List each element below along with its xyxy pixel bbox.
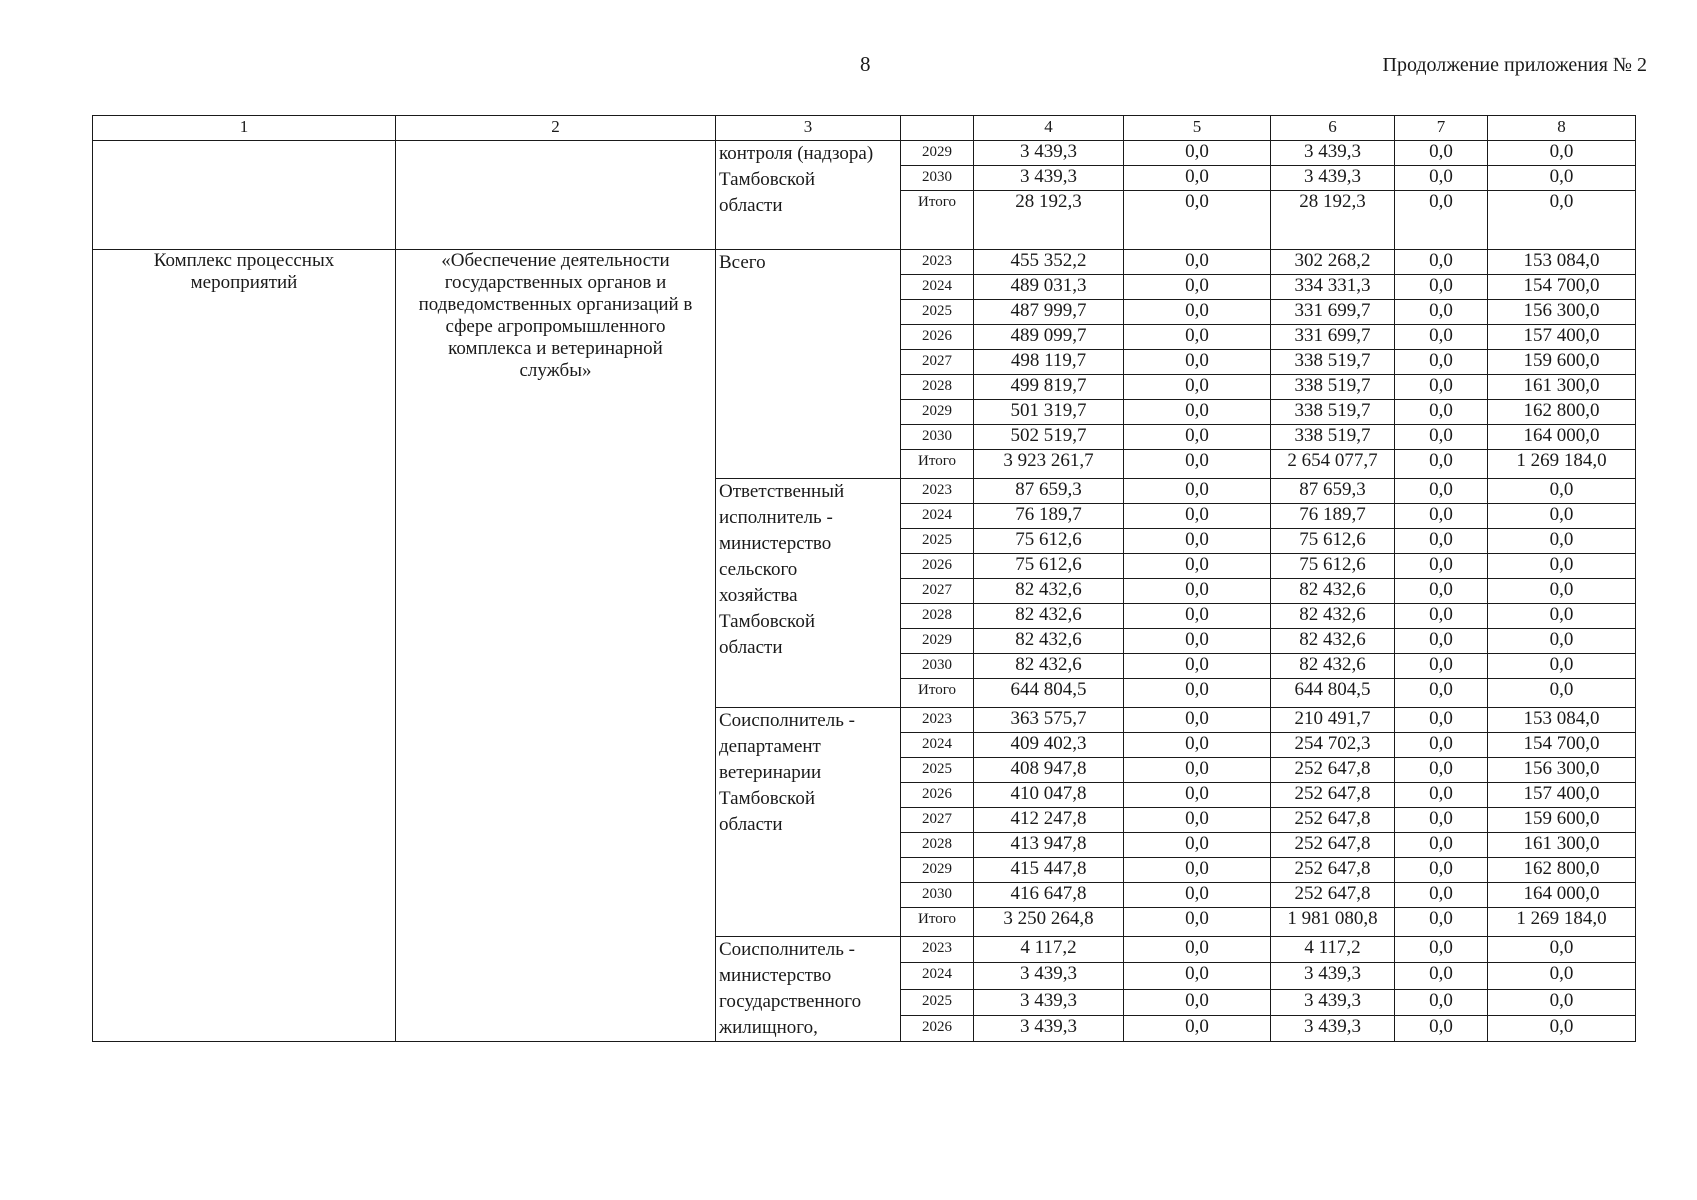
amount-cell: 0,0: [1395, 783, 1488, 808]
amount-cell: 0,0: [1488, 141, 1636, 166]
amount-cell: 2 654 077,7: [1271, 450, 1395, 479]
measure-name-cell-line: сфере агропромышленного: [445, 316, 666, 337]
amount-cell: 82 432,6: [1271, 654, 1395, 679]
amount-cell: 0,0: [1124, 989, 1271, 1015]
period-cell: 2025: [901, 758, 974, 783]
amount-cell: 0,0: [1124, 450, 1271, 479]
amount-cell: 254 702,3: [1271, 733, 1395, 758]
amount-cell: 0,0: [1124, 400, 1271, 425]
period-cell: Итого: [901, 679, 974, 708]
amount-cell: 409 402,3: [974, 733, 1124, 758]
amount-cell: 0,0: [1395, 275, 1488, 300]
column-number-header: [901, 116, 974, 141]
amount-cell: 0,0: [1488, 191, 1636, 250]
amount-cell: 252 647,8: [1271, 858, 1395, 883]
executor-cell-line: министерство: [719, 533, 832, 554]
amount-cell: 0,0: [1124, 908, 1271, 937]
amount-cell: 82 432,6: [974, 654, 1124, 679]
amount-cell: 75 612,6: [1271, 529, 1395, 554]
amount-cell: 76 189,7: [1271, 504, 1395, 529]
amount-cell: 455 352,2: [974, 250, 1124, 275]
amount-cell: 0,0: [1124, 275, 1271, 300]
amount-cell: 3 439,3: [974, 963, 1124, 989]
executor-cell-line: исполнитель -: [719, 507, 833, 528]
amount-cell: 0,0: [1124, 350, 1271, 375]
amount-cell: 0,0: [1488, 629, 1636, 654]
amount-cell: 1 269 184,0: [1488, 908, 1636, 937]
amount-cell: 0,0: [1488, 963, 1636, 989]
amount-cell: 0,0: [1395, 604, 1488, 629]
amount-cell: 0,0: [1395, 1015, 1488, 1041]
amount-cell: 0,0: [1488, 166, 1636, 191]
executor-cell-line: Соисполнитель -: [719, 710, 855, 731]
amount-cell: 0,0: [1124, 250, 1271, 275]
period-cell: 2025: [901, 989, 974, 1015]
amount-cell: 0,0: [1395, 425, 1488, 450]
amount-cell: 87 659,3: [974, 479, 1124, 504]
appendix-continuation-label: Продолжение приложения № 2: [1382, 54, 1647, 76]
period-cell: 2027: [901, 808, 974, 833]
amount-cell: 0,0: [1124, 654, 1271, 679]
amount-cell: 210 491,7: [1271, 708, 1395, 733]
amount-cell: 0,0: [1395, 504, 1488, 529]
amount-cell: 0,0: [1395, 629, 1488, 654]
amount-cell: 0,0: [1488, 989, 1636, 1015]
measure-type-cell-line: мероприятий: [190, 272, 298, 293]
amount-cell: 3 439,3: [1271, 989, 1395, 1015]
amount-cell: 0,0: [1395, 579, 1488, 604]
amount-cell: 644 804,5: [974, 679, 1124, 708]
executor-cell: [716, 479, 901, 708]
executor-cell-line: государственного: [719, 991, 862, 1012]
amount-cell: 0,0: [1395, 141, 1488, 166]
executor-cell-line: Тамбовской: [719, 611, 815, 632]
amount-cell: 252 647,8: [1271, 758, 1395, 783]
measure-name-cell-line: «Обеспечение деятельности: [441, 250, 670, 271]
amount-cell: 0,0: [1488, 604, 1636, 629]
period-cell: 2027: [901, 579, 974, 604]
amount-cell: 82 432,6: [1271, 604, 1395, 629]
amount-cell: 3 439,3: [1271, 1015, 1395, 1041]
executor-cell-line: Ответственный: [719, 481, 845, 502]
amount-cell: 415 447,8: [974, 858, 1124, 883]
period-cell: 2024: [901, 963, 974, 989]
amount-cell: 0,0: [1395, 250, 1488, 275]
amount-cell: 0,0: [1124, 604, 1271, 629]
amount-cell: 1 981 080,8: [1271, 908, 1395, 937]
budget-table-body: [93, 116, 1636, 1042]
amount-cell: 0,0: [1488, 654, 1636, 679]
empty-cell: [396, 141, 716, 250]
amount-cell: 0,0: [1395, 400, 1488, 425]
amount-cell: 75 612,6: [974, 554, 1124, 579]
amount-cell: 338 519,7: [1271, 375, 1395, 400]
amount-cell: 75 612,6: [1271, 554, 1395, 579]
period-cell: 2030: [901, 654, 974, 679]
executor-cell: [716, 250, 901, 479]
executor-cell-line: области: [719, 195, 783, 216]
amount-cell: 0,0: [1124, 579, 1271, 604]
table-row: [93, 141, 1636, 166]
amount-cell: 0,0: [1124, 375, 1271, 400]
amount-cell: 0,0: [1124, 191, 1271, 250]
amount-cell: 3 439,3: [974, 989, 1124, 1015]
column-number-header: 6: [1271, 116, 1395, 141]
amount-cell: 153 084,0: [1488, 250, 1636, 275]
amount-cell: 338 519,7: [1271, 425, 1395, 450]
executor-cell-line: министерство: [719, 965, 832, 986]
amount-cell: 82 432,6: [1271, 579, 1395, 604]
empty-cell: [93, 141, 396, 250]
amount-cell: 0,0: [1395, 300, 1488, 325]
amount-cell: 0,0: [1395, 166, 1488, 191]
amount-cell: 3 923 261,7: [974, 450, 1124, 479]
period-cell: Итого: [901, 191, 974, 250]
amount-cell: 410 047,8: [974, 783, 1124, 808]
amount-cell: 0,0: [1488, 504, 1636, 529]
amount-cell: 408 947,8: [974, 758, 1124, 783]
amount-cell: 331 699,7: [1271, 300, 1395, 325]
amount-cell: 0,0: [1395, 529, 1488, 554]
executor-cell-line: области: [719, 637, 783, 658]
measure-type-cell-line: Комплекс процессных: [153, 250, 335, 271]
amount-cell: 161 300,0: [1488, 375, 1636, 400]
executor-cell-line: Тамбовской: [719, 169, 815, 190]
page-number: 8: [860, 52, 871, 76]
amount-cell: 0,0: [1395, 654, 1488, 679]
executor-cell: [716, 141, 901, 250]
amount-cell: 252 647,8: [1271, 783, 1395, 808]
amount-cell: 0,0: [1124, 529, 1271, 554]
measure-name-cell-line: государственных органов и: [444, 272, 667, 293]
amount-cell: 0,0: [1124, 783, 1271, 808]
amount-cell: 0,0: [1395, 858, 1488, 883]
amount-cell: 252 647,8: [1271, 833, 1395, 858]
executor-cell-line: хозяйства: [719, 585, 798, 606]
amount-cell: 0,0: [1395, 733, 1488, 758]
amount-cell: 0,0: [1395, 479, 1488, 504]
amount-cell: 0,0: [1124, 833, 1271, 858]
amount-cell: 0,0: [1124, 425, 1271, 450]
amount-cell: 489 099,7: [974, 325, 1124, 350]
executor-cell: [716, 708, 901, 937]
measure-name-cell-line: комплекса и ветеринарной: [448, 338, 663, 359]
period-cell: 2027: [901, 350, 974, 375]
amount-cell: 0,0: [1124, 629, 1271, 654]
amount-cell: 0,0: [1395, 908, 1488, 937]
executor-cell-line: жилищного,: [719, 1017, 818, 1038]
executor-cell-line: департамент: [719, 736, 821, 757]
measure-name-cell: [396, 250, 716, 1042]
amount-cell: 3 439,3: [974, 141, 1124, 166]
amount-cell: 0,0: [1124, 504, 1271, 529]
amount-cell: 0,0: [1124, 1015, 1271, 1041]
amount-cell: 164 000,0: [1488, 883, 1636, 908]
amount-cell: 3 439,3: [1271, 963, 1395, 989]
amount-cell: 302 268,2: [1271, 250, 1395, 275]
executor-cell-line: области: [719, 814, 783, 835]
amount-cell: 162 800,0: [1488, 858, 1636, 883]
column-number-header: 1: [93, 116, 396, 141]
period-cell: Итого: [901, 908, 974, 937]
period-cell: 2029: [901, 858, 974, 883]
amount-cell: 28 192,3: [1271, 191, 1395, 250]
amount-cell: 0,0: [1124, 166, 1271, 191]
period-cell: 2030: [901, 425, 974, 450]
amount-cell: 82 432,6: [1271, 629, 1395, 654]
budget-table: [92, 115, 1636, 1042]
measure-name-cell-line: подведомственных организаций в: [418, 294, 693, 315]
measure-name-cell-line: службы»: [519, 360, 592, 381]
amount-cell: 0,0: [1124, 708, 1271, 733]
amount-cell: 0,0: [1488, 1015, 1636, 1041]
amount-cell: 0,0: [1124, 141, 1271, 166]
amount-cell: 0,0: [1395, 450, 1488, 479]
table-row: [93, 250, 1636, 275]
amount-cell: 0,0: [1124, 554, 1271, 579]
amount-cell: 164 000,0: [1488, 425, 1636, 450]
amount-cell: 0,0: [1395, 883, 1488, 908]
amount-cell: 156 300,0: [1488, 758, 1636, 783]
executor-cell-line: сельского: [719, 559, 798, 580]
amount-cell: 0,0: [1488, 529, 1636, 554]
amount-cell: 0,0: [1124, 325, 1271, 350]
column-number-header: 2: [396, 116, 716, 141]
amount-cell: 0,0: [1488, 679, 1636, 708]
period-cell: Итого: [901, 450, 974, 479]
period-cell: 2023: [901, 937, 974, 963]
column-number-header: 8: [1488, 116, 1636, 141]
period-cell: 2029: [901, 629, 974, 654]
period-cell: 2025: [901, 529, 974, 554]
amount-cell: 1 269 184,0: [1488, 450, 1636, 479]
amount-cell: 0,0: [1124, 679, 1271, 708]
amount-cell: 82 432,6: [974, 629, 1124, 654]
amount-cell: 3 250 264,8: [974, 908, 1124, 937]
amount-cell: 87 659,3: [1271, 479, 1395, 504]
amount-cell: 0,0: [1488, 937, 1636, 963]
amount-cell: 3 439,3: [974, 166, 1124, 191]
amount-cell: 412 247,8: [974, 808, 1124, 833]
amount-cell: 159 600,0: [1488, 808, 1636, 833]
period-cell: 2024: [901, 504, 974, 529]
amount-cell: 489 031,3: [974, 275, 1124, 300]
amount-cell: 0,0: [1488, 554, 1636, 579]
amount-cell: 0,0: [1395, 325, 1488, 350]
amount-cell: 3 439,3: [1271, 141, 1395, 166]
period-cell: 2023: [901, 479, 974, 504]
executor-cell-line: ветеринарии: [719, 762, 822, 783]
amount-cell: 416 647,8: [974, 883, 1124, 908]
period-cell: 2026: [901, 554, 974, 579]
amount-cell: 0,0: [1124, 758, 1271, 783]
executor-cell-line: Соисполнитель -: [719, 939, 855, 960]
period-cell: 2029: [901, 141, 974, 166]
amount-cell: 413 947,8: [974, 833, 1124, 858]
amount-cell: 0,0: [1124, 883, 1271, 908]
amount-cell: 0,0: [1395, 191, 1488, 250]
amount-cell: 161 300,0: [1488, 833, 1636, 858]
amount-cell: 0,0: [1124, 808, 1271, 833]
period-cell: 2023: [901, 250, 974, 275]
amount-cell: 82 432,6: [974, 604, 1124, 629]
column-number-header-row: [93, 116, 1636, 141]
period-cell: 2028: [901, 833, 974, 858]
executor-cell-line: контроля (надзора): [719, 143, 874, 164]
amount-cell: 501 319,7: [974, 400, 1124, 425]
amount-cell: 0,0: [1124, 858, 1271, 883]
amount-cell: 0,0: [1488, 479, 1636, 504]
amount-cell: 499 819,7: [974, 375, 1124, 400]
amount-cell: 154 700,0: [1488, 275, 1636, 300]
amount-cell: 0,0: [1124, 300, 1271, 325]
amount-cell: 0,0: [1395, 808, 1488, 833]
amount-cell: 157 400,0: [1488, 325, 1636, 350]
period-cell: 2026: [901, 1015, 974, 1041]
amount-cell: 0,0: [1395, 833, 1488, 858]
amount-cell: 0,0: [1395, 375, 1488, 400]
amount-cell: 338 519,7: [1271, 400, 1395, 425]
period-cell: 2023: [901, 708, 974, 733]
amount-cell: 0,0: [1395, 350, 1488, 375]
amount-cell: 0,0: [1124, 963, 1271, 989]
amount-cell: 0,0: [1395, 679, 1488, 708]
period-cell: 2028: [901, 604, 974, 629]
amount-cell: 644 804,5: [1271, 679, 1395, 708]
amount-cell: 0,0: [1395, 554, 1488, 579]
executor-cell-line: Тамбовской: [719, 788, 815, 809]
column-number-header: 3: [716, 116, 901, 141]
amount-cell: 159 600,0: [1488, 350, 1636, 375]
amount-cell: 0,0: [1395, 963, 1488, 989]
amount-cell: 28 192,3: [974, 191, 1124, 250]
amount-cell: 334 331,3: [1271, 275, 1395, 300]
column-number-header: 4: [974, 116, 1124, 141]
amount-cell: 153 084,0: [1488, 708, 1636, 733]
column-number-header: 7: [1395, 116, 1488, 141]
amount-cell: 487 999,7: [974, 300, 1124, 325]
amount-cell: 4 117,2: [974, 937, 1124, 963]
amount-cell: 0,0: [1124, 479, 1271, 504]
amount-cell: 0,0: [1488, 579, 1636, 604]
column-number-header: 5: [1124, 116, 1271, 141]
period-cell: 2029: [901, 400, 974, 425]
period-cell: 2030: [901, 883, 974, 908]
period-cell: 2030: [901, 166, 974, 191]
period-cell: 2024: [901, 733, 974, 758]
amount-cell: 0,0: [1124, 733, 1271, 758]
executor-cell: [716, 937, 901, 1042]
period-cell: 2025: [901, 300, 974, 325]
amount-cell: 498 119,7: [974, 350, 1124, 375]
amount-cell: 82 432,6: [974, 579, 1124, 604]
amount-cell: 0,0: [1395, 937, 1488, 963]
executor-cell-line: Всего: [719, 252, 766, 273]
amount-cell: 157 400,0: [1488, 783, 1636, 808]
amount-cell: 75 612,6: [974, 529, 1124, 554]
period-cell: 2026: [901, 783, 974, 808]
amount-cell: 252 647,8: [1271, 883, 1395, 908]
amount-cell: 4 117,2: [1271, 937, 1395, 963]
amount-cell: 0,0: [1395, 758, 1488, 783]
amount-cell: 0,0: [1395, 708, 1488, 733]
amount-cell: 252 647,8: [1271, 808, 1395, 833]
amount-cell: 162 800,0: [1488, 400, 1636, 425]
amount-cell: 331 699,7: [1271, 325, 1395, 350]
amount-cell: 76 189,7: [974, 504, 1124, 529]
amount-cell: 0,0: [1395, 989, 1488, 1015]
period-cell: 2028: [901, 375, 974, 400]
amount-cell: 3 439,3: [1271, 166, 1395, 191]
measure-type-cell: [93, 250, 396, 1042]
amount-cell: 3 439,3: [974, 1015, 1124, 1041]
period-cell: 2026: [901, 325, 974, 350]
amount-cell: 363 575,7: [974, 708, 1124, 733]
period-cell: 2024: [901, 275, 974, 300]
amount-cell: 502 519,7: [974, 425, 1124, 450]
amount-cell: 156 300,0: [1488, 300, 1636, 325]
amount-cell: 154 700,0: [1488, 733, 1636, 758]
amount-cell: 0,0: [1124, 937, 1271, 963]
amount-cell: 338 519,7: [1271, 350, 1395, 375]
